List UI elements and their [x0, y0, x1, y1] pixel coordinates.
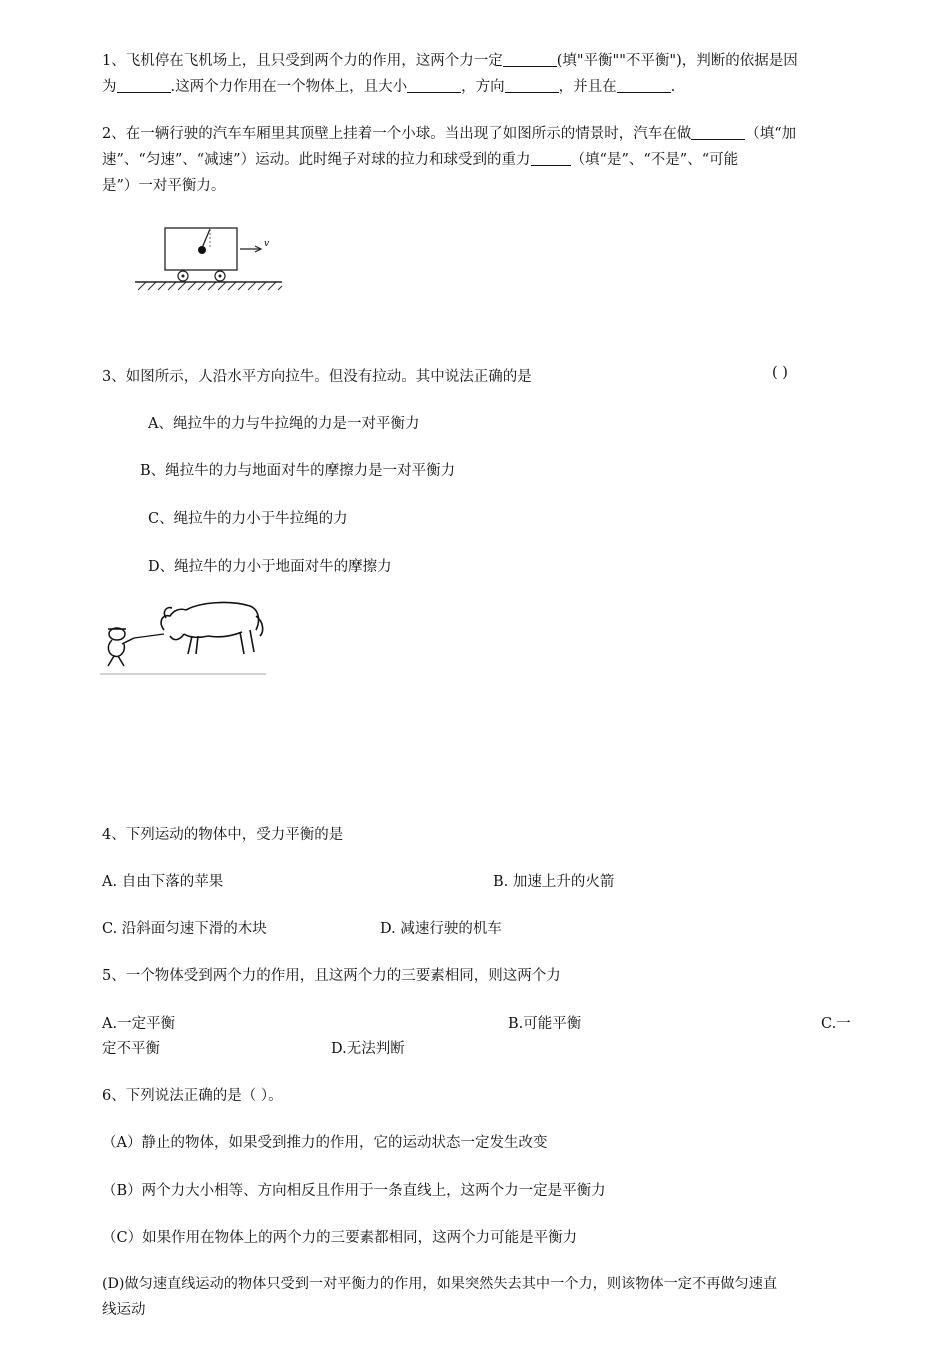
- q3-answer-paren[interactable]: ( ): [772, 365, 788, 381]
- wheel-hub: [219, 275, 222, 278]
- q6-option-a: （A）静止的物体，如果受到推力的作用，它的运动状态一定发生改变: [102, 1135, 548, 1151]
- q1-text: (填"平衡""不平衡")，判断的依据是因: [556, 53, 798, 69]
- q6-stem: 6、下列说法正确的是（ ）。: [102, 1088, 283, 1104]
- wheel-hub: [182, 275, 185, 278]
- q4-stem: 4、下列运动的物体中，受力平衡的是: [102, 827, 344, 843]
- q1-text: ，方向: [461, 79, 505, 95]
- q5-option-d: D.无法判断: [331, 1041, 405, 1057]
- q1-text: .: [670, 79, 676, 95]
- answer-blank[interactable]: [505, 78, 559, 94]
- answer-blank[interactable]: [617, 78, 671, 94]
- ground-hatch: [138, 282, 282, 290]
- q1-line2: [102, 75, 675, 96]
- q2-text: （填“加: [745, 126, 797, 142]
- q2-line3: [102, 174, 225, 195]
- q3-stem: 3、如图所示，人沿水平方向拉牛。但没有拉动。其中说法正确的是: [102, 369, 532, 385]
- man-pulling-ox-figure: [100, 592, 270, 680]
- q4-option-d: D. 减速行驶的机车: [380, 921, 502, 937]
- q6-option-c: （C）如果作用在物体上的两个力的三要素都相同，这两个力可能是平衡力: [102, 1230, 578, 1246]
- q3-option-a: A、绳拉牛的力与牛拉绳的力是一对平衡力: [148, 416, 420, 432]
- q2-text: 是”）一对平衡力。: [102, 178, 226, 194]
- q5-stem: 5、一个物体受到两个力的作用，且这两个力的三要素相同，则这两个力: [102, 968, 561, 984]
- answer-blank[interactable]: [531, 151, 571, 167]
- q4-option-b: B. 加速上升的火箭: [493, 874, 615, 890]
- q1-text: .这两个力作用在一个物体上，且大小: [170, 79, 408, 95]
- q2-text: 速”、“匀速”、“减速”）运动。此时绳子对球的拉力和球受到的重力: [102, 152, 531, 168]
- q3-option-d: D、绳拉牛的力小于地面对牛的摩擦力: [148, 559, 392, 575]
- answer-blank[interactable]: [407, 78, 461, 94]
- answer-blank[interactable]: [117, 78, 171, 94]
- q1-text: ，并且在: [558, 79, 617, 95]
- q6-option-d-part1: (D)做匀速直线运动的物体只受到一对平衡力的作用，如果突然失去其中一个力，则该物体一定不再做匀速直: [102, 1276, 778, 1292]
- q4-option-a: A. 自由下落的苹果: [102, 874, 224, 890]
- q2-line1: [102, 122, 796, 143]
- q2-text: 2、在一辆行驶的汽车车厢里其顶壁上挂着一个小球。当出现了如图所示的情景时，汽车在做: [102, 126, 692, 142]
- q5-option-a: A.一定平衡: [102, 1016, 176, 1032]
- q6-option-d-part2: 线运动: [102, 1302, 146, 1318]
- rope: [134, 634, 164, 638]
- q2-line2: [102, 148, 738, 169]
- q1-text: 1、飞机停在飞机场上，且只受到两个力的作用，这两个力一定: [102, 53, 503, 69]
- q3-option-b: B、绳拉牛的力与地面对牛的摩擦力是一对平衡力: [140, 463, 456, 479]
- velocity-label: v: [264, 239, 270, 249]
- string: [202, 229, 210, 248]
- q5-option-c-part1: C.一: [821, 1016, 851, 1032]
- cart-figure: [130, 218, 290, 298]
- q1-line1: [102, 49, 798, 70]
- answer-blank[interactable]: [503, 52, 557, 68]
- q6-option-b: （B）两个力大小相等、方向相反且作用于一条直线上，这两个力一定是平衡力: [102, 1183, 606, 1199]
- q2-text: （填“是”、“不是”、“可能: [570, 152, 739, 168]
- q3-option-c: C、绳拉牛的力小于牛拉绳的力: [148, 511, 348, 527]
- ox-icon: [161, 603, 263, 654]
- q5-option-c-part2: 定不平衡: [102, 1041, 160, 1057]
- q4-option-c: C. 沿斜面匀速下滑的木块: [102, 921, 267, 937]
- answer-blank[interactable]: [691, 125, 745, 141]
- q5-option-b: B.可能平衡: [508, 1016, 582, 1032]
- q1-text: 为: [102, 79, 117, 95]
- man-icon: [108, 628, 134, 666]
- ball: [198, 246, 206, 254]
